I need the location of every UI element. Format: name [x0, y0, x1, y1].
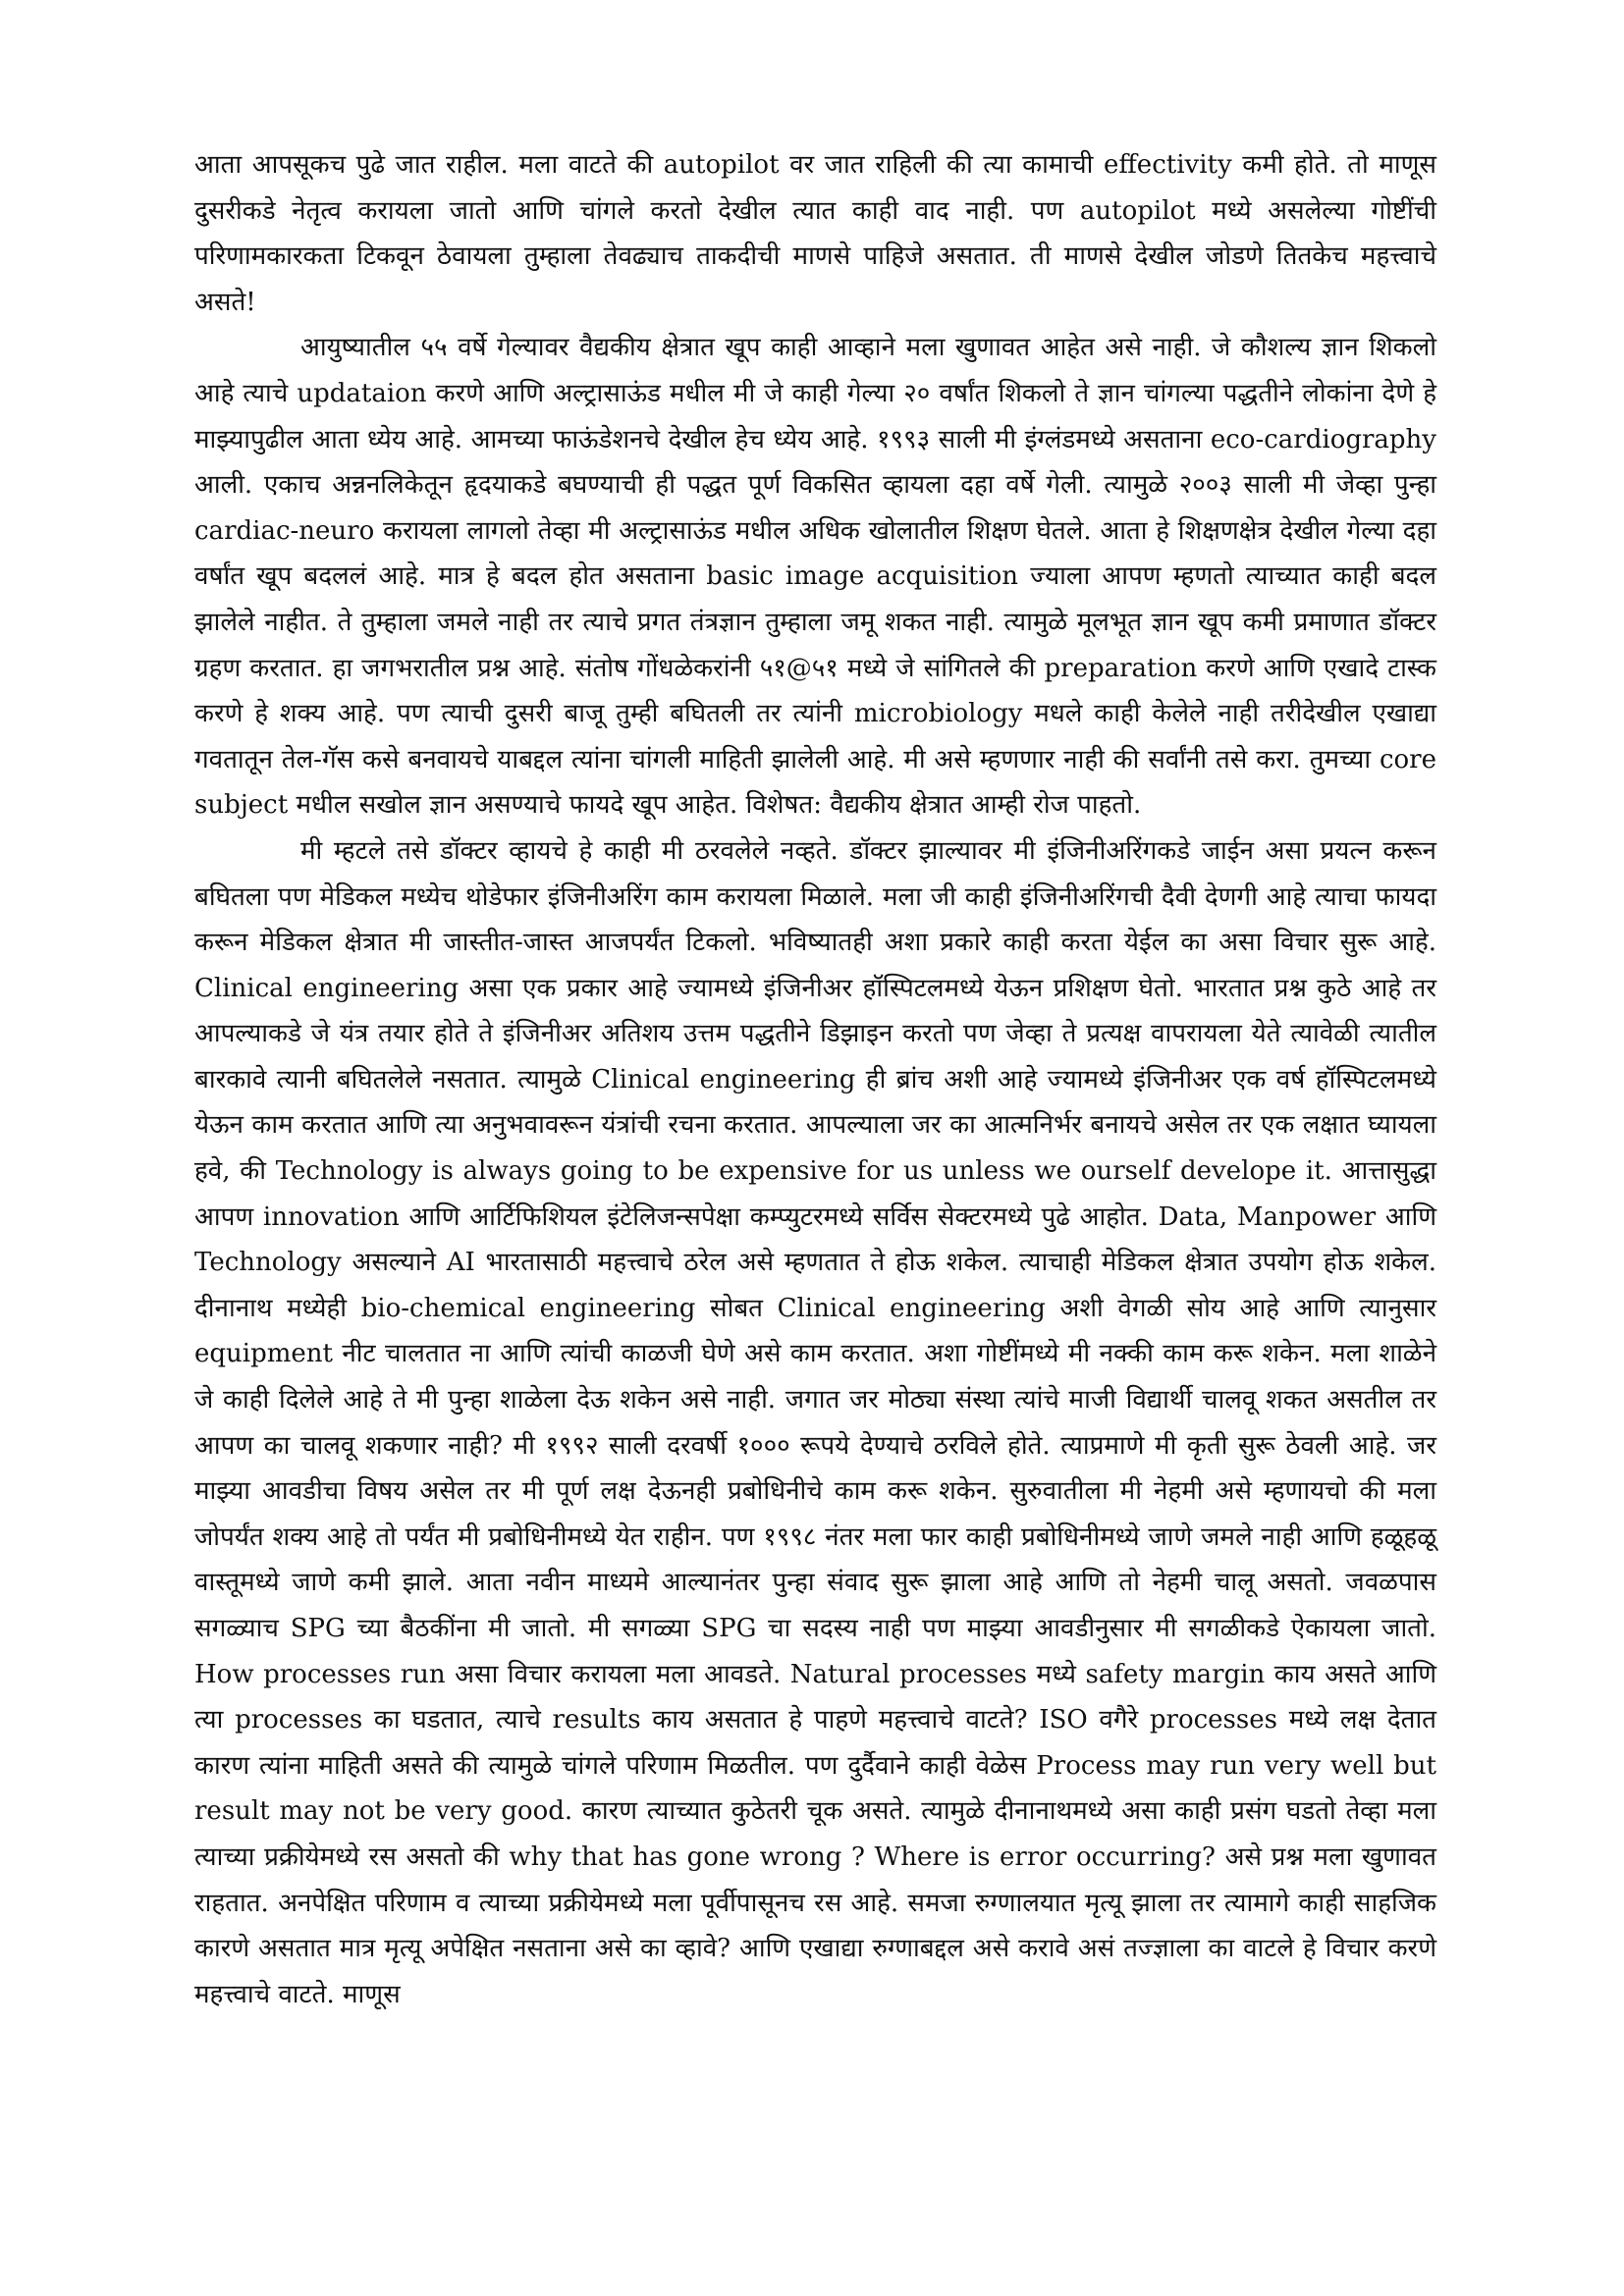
paragraph-ultrasound-learning: आयुष्यातील ५५ वर्षे गेल्यावर वैद्यकीय क्षेत्रात खूप काही आव्हाने मला खुणावत आहेत असे नाही. जे कौशल्य ज्ञान शिकलो आहे त्याचे updataion करणे आणि अल्ट्रासाऊंड मधील मी जे काही गेल्या २० वर्षांत शिकलो ते ज्ञान चांगल्या पद्धतीने लोकांना देणे हे माझ्यापुढील आता ध्येय आहे. आमच्या फाऊंडेशनचे देखील हेच ध्येय आहे. १९९३ साली मी इंग्लंडमध्ये असताना eco-cardiography आली. एकाच अन्ननलिकेतून हृदयाकडे बघण्याची ही पद्धत पूर्ण विकसित व्हायला दहा वर्षे गेली. त्यामुळे २००३ साली मी जेव्हा पुन्हा cardiac-neuro करायला लागलो तेव्हा मी अल्ट्रासाऊंड मधील अधिक खोलातील शिक्षण घेतले. आता हे शिक्षणक्षेत्र देखील गेल्या दहा वर्षांत खूप बदललं आहे. मात्र हे बदल होत असताना basic image acquisition ज्याला आपण म्हणतो त्याच्यात काही बदल झालेले नाहीत. ते तुम्हाला जमले नाही तर त्याचे प्रगत तंत्रज्ञान तुम्हाला जमू शकत नाही. त्यामुळे मूलभूत ज्ञान खूप कमी प्रमाणात डॉक्टर ग्रहण करतात. हा जगभरातील प्रश्न आहे. संतोष गोंधळेकरांनी ५१@५१ मध्ये जे सांगितले की preparation करणे आणि एखादे टास्क करणे हे शक्य आहे. पण त्याची दुसरी बाजू तुम्ही बघितली तर त्यांनी microbiology मधले काही केलेले नाही तरीदेखील एखाद्या गवतातून तेल-गॅस कसे बनवायचे याबद्दल त्यांना चांगली माहिती झालेली आहे. मी असे म्हणणार नाही की सर्वांनी तसे करा. तुमच्या core subject मधील सखोल ज्ञान असण्याचे फायदे खूप आहेत. विशेषत: वैद्यकीय क्षेत्रात आम्ही रोज पाहतो.	[194, 333, 1436, 821]
document-page	[194, 142, 1436, 2017]
paragraph-autopilot: आता आपसूकच पुढे जात राहील. मला वाटते की autopilot वर जात राहिली की त्या कामाची effectivity कमी होते. तो माणूस दुसरीकडे नेतृत्व करायला जातो आणि चांगले करतो देखील त्यात काही वाद नाही. पण autopilot मध्ये असलेल्या गोष्टींची परिणामकारकता टिकवून ठेवायला तुम्हाला तेवढ्याच ताकदीची माणसे पाहिजे असतात. ती माणसे देखील जोडणे तितकेच महत्त्वाचे असते!	[194, 150, 1436, 317]
paragraph-clinical-engineering: मी म्हटले तसे डॉक्टर व्हायचे हे काही मी ठरवलेले नव्हते. डॉक्टर झाल्यावर मी इंजिनीअरिंगकडे जाईन असा प्रयत्न करून बघितला पण मेडिकल मध्येच थोडेफार इंजिनीअरिंग काम करायला मिळाले. मला जी काही इंजिनीअरिंगची दैवी देणगी आहे त्याचा फायदा करून मेडिकल क्षेत्रात मी जास्तीत-जास्त आजपर्यंत टिकलो. भविष्यातही अशा प्रकारे काही करता येईल का असा विचार सुरू आहे. Clinical engineering असा एक प्रकार आहे ज्यामध्ये इंजिनीअर हॉस्पिटलमध्ये येऊन प्रशिक्षण घेतो. भारतात प्रश्न कुठे आहे तर आपल्याकडे जे यंत्र तयार होते ते इंजिनीअर अतिशय उत्तम पद्धतीने डिझाइन करतो पण जेव्हा ते प्रत्यक्ष वापरायला येते त्यावेळी त्यातील बारकावे त्यानी बघितलेले नसतात. त्यामुळे Clinical engineering ही ब्रांच अशी आहे ज्यामध्ये इंजिनीअर एक वर्ष हॉस्पिटलमध्ये येऊन काम करतात आणि त्या अनुभवावरून यंत्रांची रचना करतात. आपल्याला जर का आत्मनिर्भर बनायचे असेल तर एक लक्षात घ्यायला हवे, की Technology is always going to be expensive for us unless we ourself develope it. आत्तासुद्धा आपण innovation आणि आर्टिफिशियल इंटेलिजन्सपेक्षा कम्प्युटरमध्ये सर्विस सेक्टरमध्ये पुढे आहोत. Data, Manpower आणि Technology असल्याने AI भारतासाठी महत्त्वाचे ठरेल असे म्हणतात ते होऊ शकेल. त्याचाही मेडिकल क्षेत्रात उपयोग होऊ शकेल. दीनानाथ मध्येही bio-chemical engineering सोबत Clinical engineering अशी वेगळी सोय आहे आणि त्यानुसार equipment नीट चालतात ना आणि त्यांची काळजी घेणे असे काम करतात. अशा गोष्टींमध्ये मी नक्की काम करू शकेन. मला शाळेने जे काही दिलेले आहे ते मी पुन्हा शाळेला देऊ शकेन असे नाही. जगात जर मोठ्या संस्था त्यांचे माजी विद्यार्थी चालवू शकत असतील तर आपण का चालवू शकणार नाही? मी १९९२ साली दरवर्षी १००० रूपये देण्याचे ठरविले होते. त्याप्रमाणे मी कृती सुरू ठेवली आहे. जर माझ्या आवडीचा विषय असेल तर मी पूर्ण लक्ष देऊनही प्रबोधिनीचे काम करू शकेन. सुरुवातीला मी नेहमी असे म्हणायचो की मला जोपर्यंत शक्य आहे तो पर्यंत मी प्रबोधिनीमध्ये येत राहीन. पण १९९८ नंतर मला फार काही प्रबोधिनीमध्ये जाणे जमले नाही आणि हळूहळू वास्तूमध्ये जाणे कमी झाले. आता नवीन माध्यमे आल्यानंतर पुन्हा संवाद सुरू झाला आहे आणि तो नेहमी चालू असतो. जवळपास सगळ्याच SPG च्या बैठकींना मी जातो. मी सगळ्या SPG चा सदस्य नाही पण माझ्या आवडीनुसार मी सगळीकडे ऐकायला जातो. How processes run असा विचार करायला मला आवडते. Natural processes मध्ये safety margin काय असते आणि त्या processes का घडतात, त्याचे results काय असतात हे पाहणे महत्त्वाचे वाटते? ISO वगैरे processes मध्ये लक्ष देतात कारण त्यांना माहिती असते की त्यामुळे चांगले परिणाम मिळतील. पण दुर्दैवाने काही वेळेस Process may run very well but result may not be very good. कारण त्याच्यात कुठेतरी चूक असते. त्यामुळे दीनानाथमध्ये असा काही प्रसंग घडतो तेव्हा मला त्याच्या प्रक्रीयेमध्ये रस असतो की why that has gone wrong ? Where is error occurring? असे प्रश्न मला खुणावत राहतात. अनपेक्षित परिणाम व त्याच्या प्रक्रीयेमध्ये मला पूर्वीपासूनच रस आहे. समजा रुग्णालयात मृत्यू झाला तर त्यामागे काही साहजिक कारणे असतात मात्र मृत्यू अपेक्षित नसताना असे का व्हावे? आणि एखाद्या रुग्णाबद्दल असे करावे असं तज्ज्ञाला का वाटले हे विचार करणे महत्त्वाचे वाटते. माणूस	[194, 835, 1436, 2009]
